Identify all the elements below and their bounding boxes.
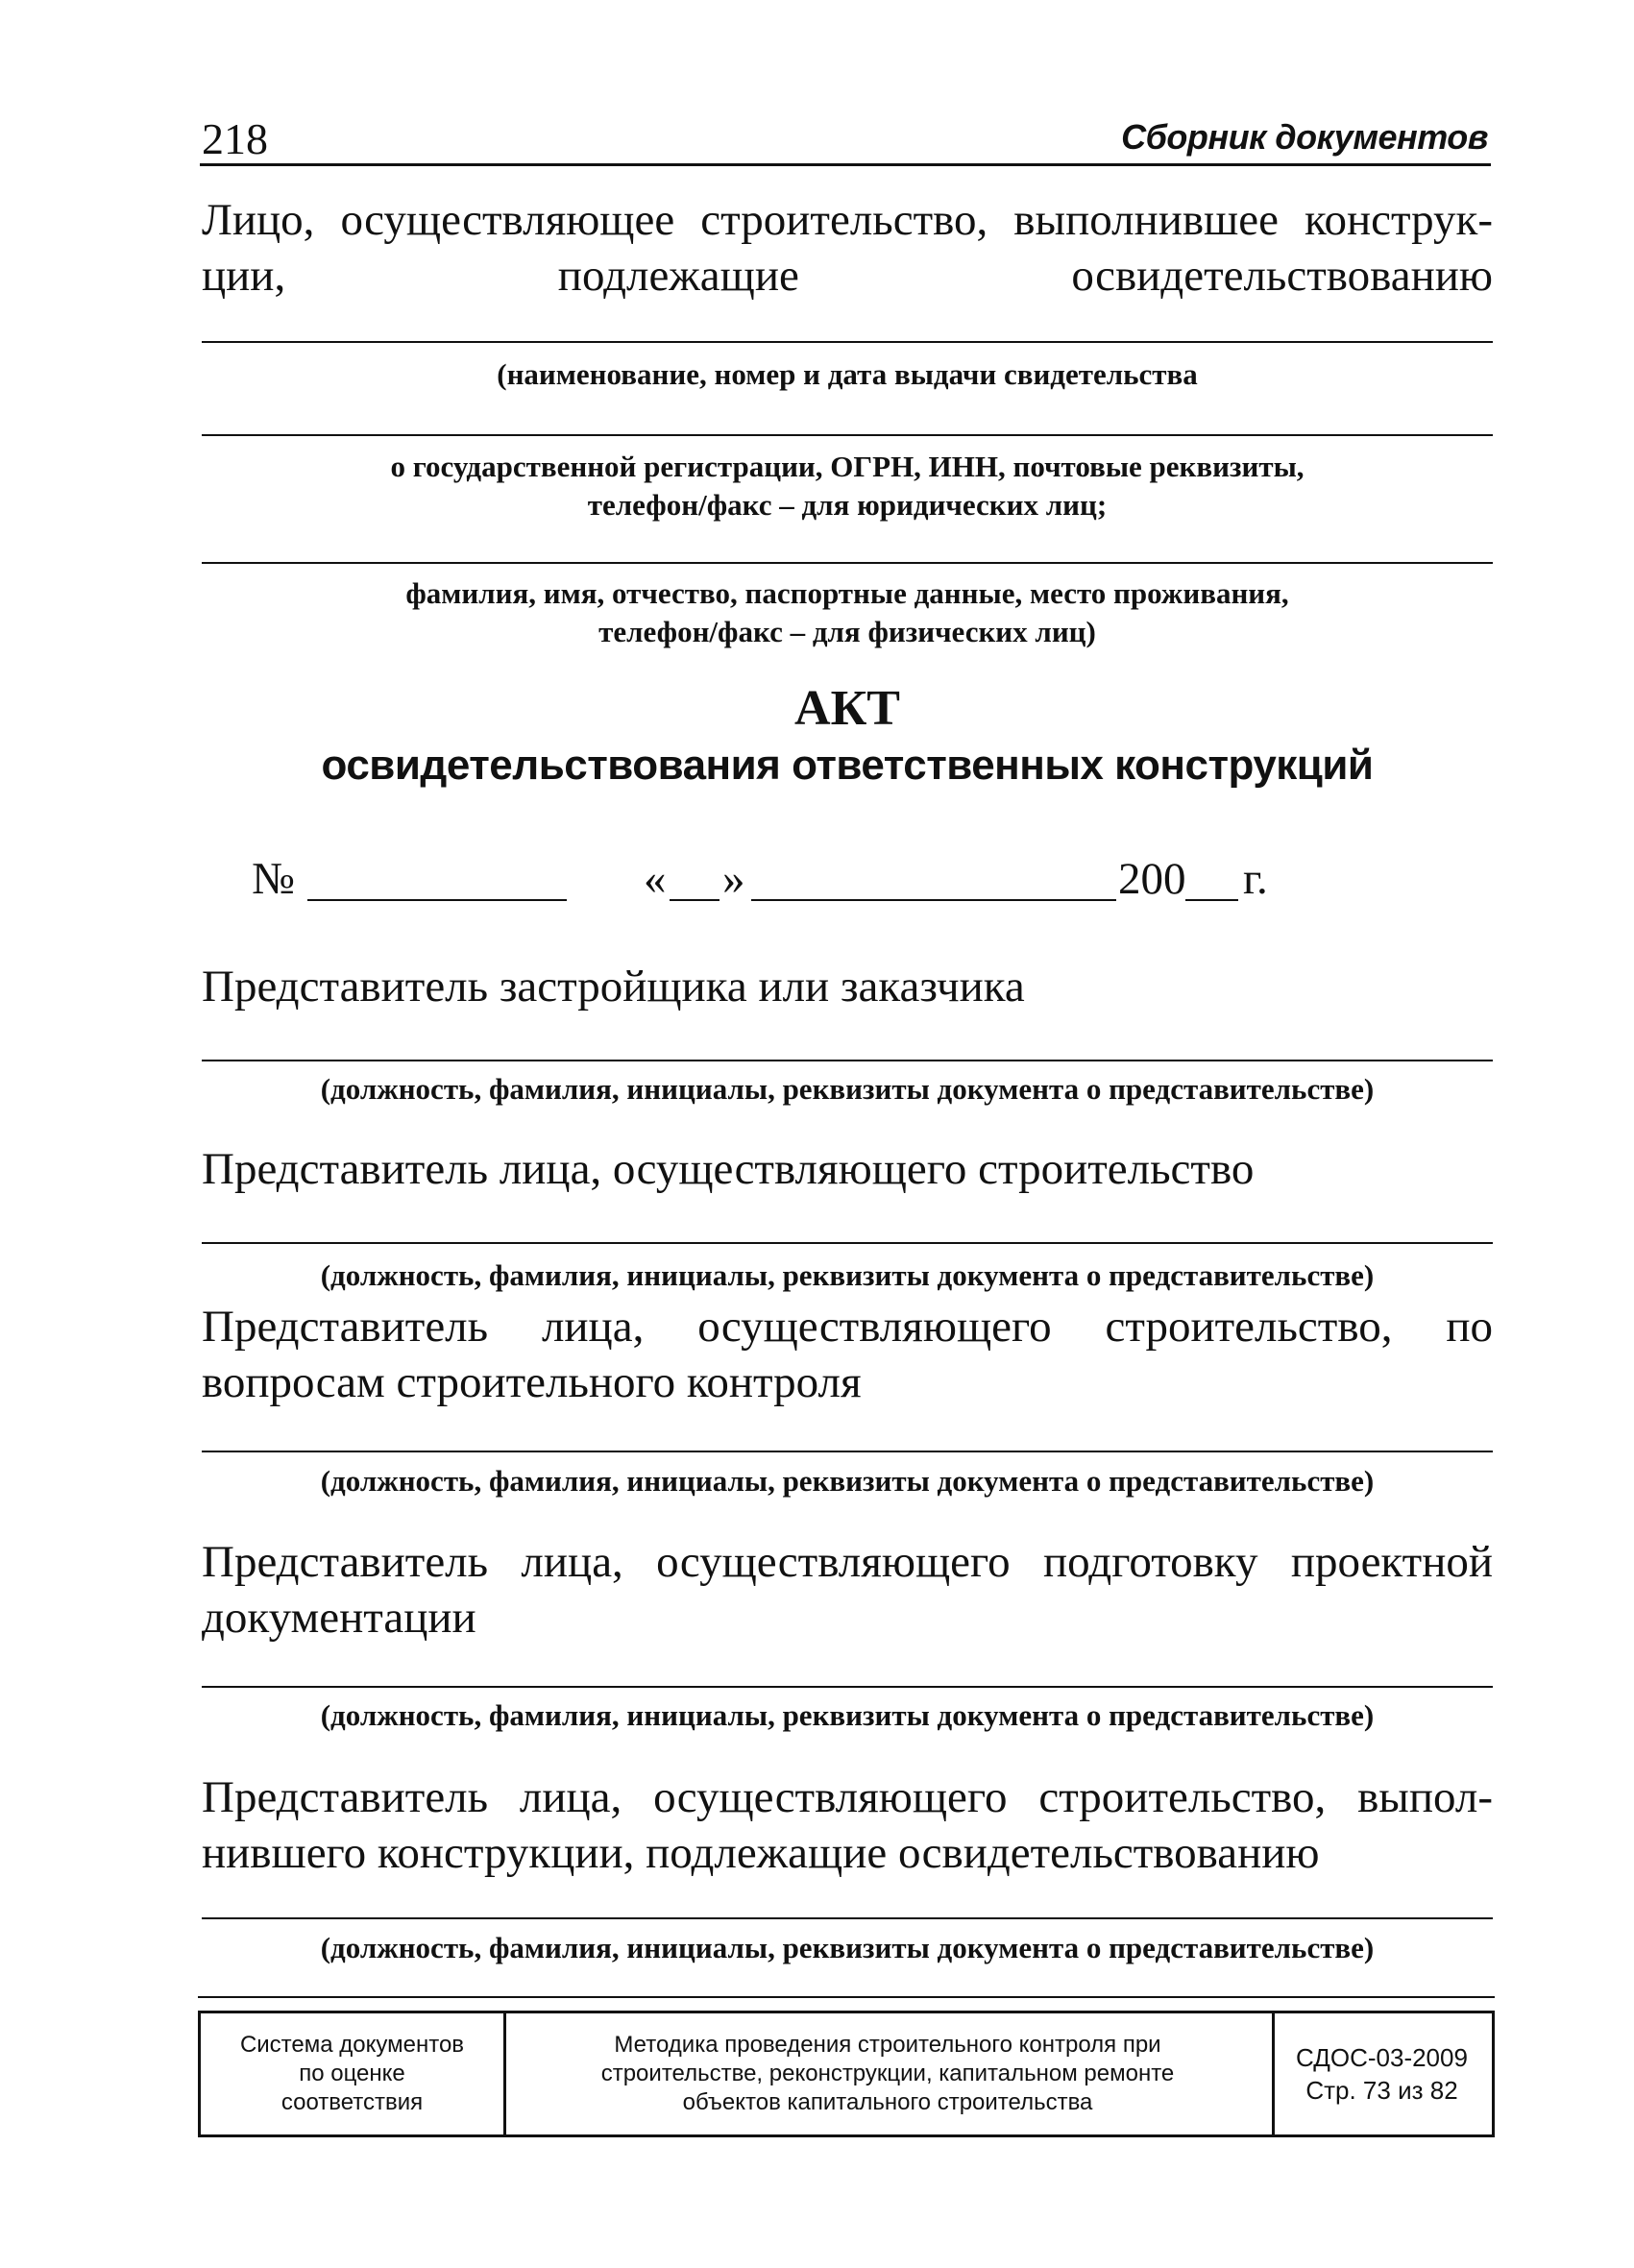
rep-executor-label-line: Представитель лица, осуществляющего строительство, выпол-: [202, 1772, 1493, 1822]
year-suffix: г.: [1243, 854, 1268, 904]
fill-line[interactable]: [202, 341, 1493, 343]
footer-method-line: строительстве, реконструкции, капитальном ремонте: [600, 2061, 1175, 2086]
act-title: АКТ: [794, 681, 900, 736]
rep-design-label-line: Представитель лица, осуществляющего подготовку проектной: [202, 1537, 1493, 1587]
footer-table: [198, 2011, 1495, 2137]
footer-system-line: соответствия: [280, 2089, 424, 2115]
footer-method-cell: [503, 2013, 1275, 2134]
builder-caption-3b: телефон/факс – для физических лиц): [598, 615, 1096, 648]
fill-line[interactable]: [202, 1917, 1493, 1919]
rep-design-label-line: документации: [202, 1593, 476, 1643]
rep-customer-caption: (должность, фамилия, инициалы, реквизиты документа о представительстве): [320, 1072, 1375, 1106]
fill-line[interactable]: [202, 1686, 1493, 1688]
rep-builder-caption: (должность, фамилия, инициалы, реквизиты документа о представительстве): [320, 1258, 1375, 1292]
rep-builder-label: Представитель лица, осуществляющего строительство: [202, 1144, 1255, 1194]
collection-title: Сборник документов: [1121, 117, 1488, 157]
rep-executor-label-line: нившего конструкции, подлежащие освидетельствованию: [202, 1828, 1320, 1878]
rep-executor-label: [202, 1769, 1493, 1881]
header-rule: [200, 163, 1491, 166]
footer-page-info: Стр. 73 из 82: [1305, 2076, 1458, 2105]
footer-system-cell: [201, 2013, 506, 2134]
builder-caption-2b: телефон/факс – для юридических лиц;: [587, 488, 1108, 522]
month-field[interactable]: [751, 899, 1116, 901]
fill-line[interactable]: [202, 1242, 1493, 1244]
fill-line[interactable]: [202, 1060, 1493, 1061]
footer-code-cell: [1272, 2013, 1492, 2134]
number-sign: №: [252, 854, 295, 904]
year-prefix: 200: [1118, 854, 1186, 904]
rep-design-label: [202, 1534, 1493, 1646]
day-field[interactable]: [670, 899, 719, 901]
rep-executor-caption: (должность, фамилия, инициалы, реквизиты документа о представительстве): [320, 1931, 1375, 1964]
fill-line[interactable]: [202, 562, 1493, 564]
footer-code: СДОС-03-2009: [1296, 2043, 1468, 2072]
rep-design-caption: (должность, фамилия, инициалы, реквизиты документа о представительстве): [320, 1698, 1375, 1732]
act-subtitle: освидетельствования ответственных конструкций: [321, 742, 1374, 789]
rep-control-label-line: вопросам строительного контроля: [202, 1357, 862, 1407]
builder-caption-1: (наименование, номер и дата выдачи свидетельства: [497, 357, 1198, 391]
quote-close: »: [722, 854, 745, 904]
fill-line[interactable]: [202, 1451, 1493, 1452]
builder-heading: Лицо, осуществляющее строительство, выполнившее конструк- ции, подлежащие освидетельствованию: [202, 195, 1493, 301]
builder-caption-3a: фамилия, имя, отчество, паспортные данные, место проживания,: [405, 576, 1289, 610]
year-field[interactable]: [1185, 899, 1238, 901]
page-number: 218: [202, 114, 268, 163]
rep-control-caption: (должность, фамилия, инициалы, реквизиты документа о представительстве): [320, 1464, 1375, 1498]
fill-line[interactable]: [202, 434, 1493, 436]
rep-control-label-line: Представитель лица, осуществляющего строительство, по: [202, 1302, 1493, 1352]
footer-system-line: Система документов: [239, 2032, 465, 2058]
builder-caption-2a: о государственной регистрации, ОГРН, ИНН, почтовые реквизиты,: [390, 450, 1305, 483]
act-number-field[interactable]: [307, 899, 567, 901]
rep-control-label: [202, 1299, 1493, 1410]
rep-customer-label: Представитель застройщика или заказчика: [202, 962, 1025, 1012]
footer-rule: [198, 1996, 1495, 1998]
footer-system-line: по оценке: [299, 2061, 405, 2086]
footer-method-line: Методика проведения строительного контроля при: [614, 2032, 1161, 2058]
footer-method-line: объектов капитального строительства: [682, 2089, 1093, 2115]
quote-open: «: [644, 854, 667, 904]
